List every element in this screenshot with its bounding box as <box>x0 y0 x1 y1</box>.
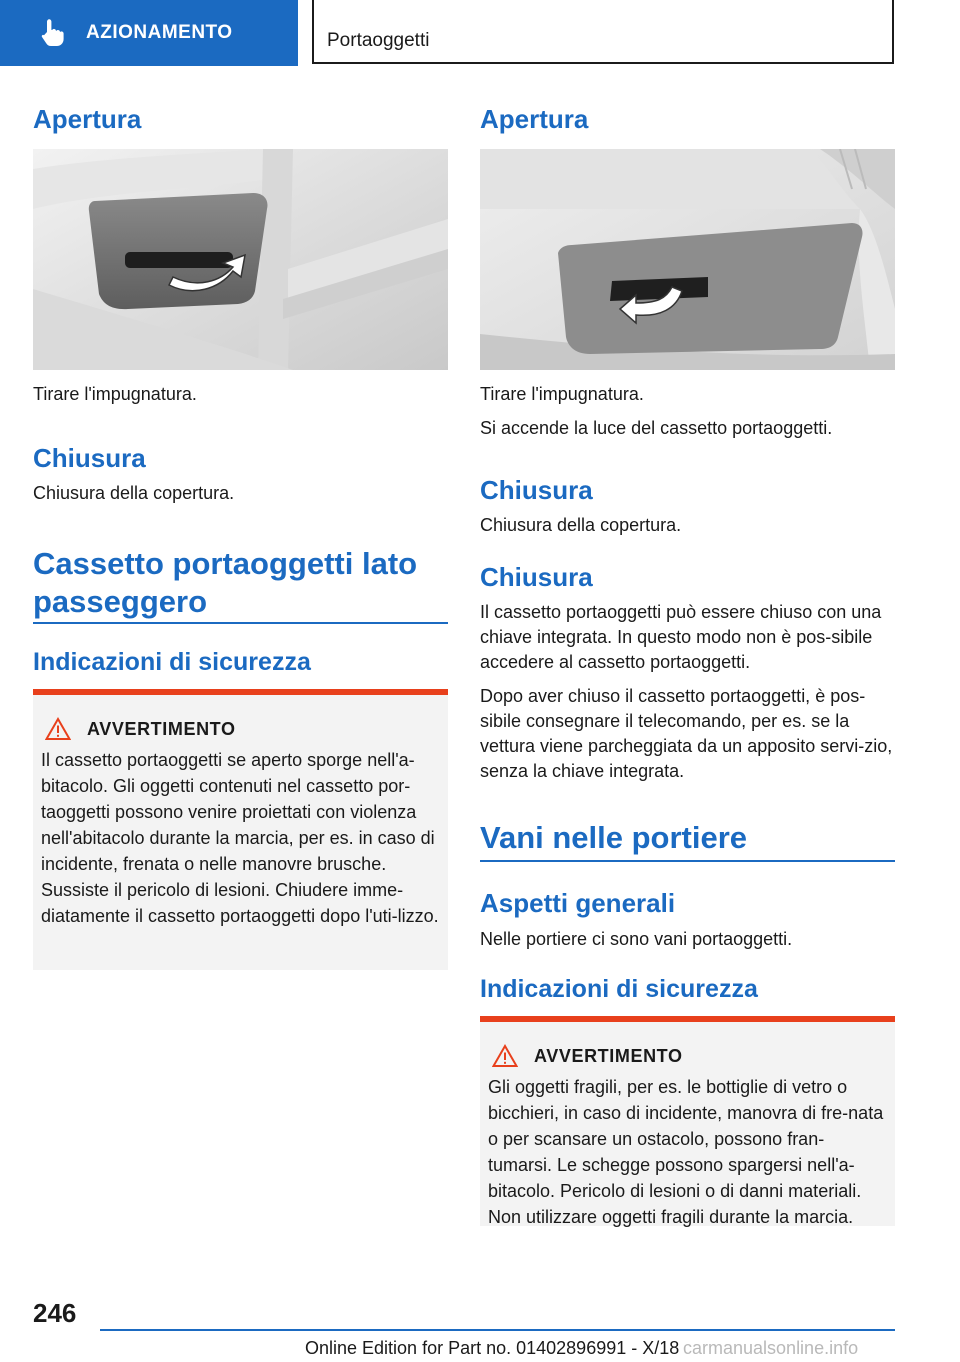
heading-general: Aspetti generali <box>480 888 676 918</box>
caption-opening-2: Si accende la luce del cassetto portaoggetti. <box>480 418 833 438</box>
chapter-title <box>33 545 463 621</box>
warning-box <box>33 689 448 970</box>
heading-opening: Apertura <box>480 104 589 134</box>
section-tab[interactable] <box>0 0 298 66</box>
heading-opening: Apertura <box>33 104 142 134</box>
warning-text: Il cassetto portaoggetti se aperto sporge nell'a-bitacolo. Gli oggetti contenuti nel cassetto por-taoggetti possono venire proiettati con violenza nell'abitacolo durante la marcia, per es. in caso di incidente, frenata o nelle manovre brusche. Sussiste il pericolo di lesioni. Chiudere imme-diatamente il cassetto portaoggetti dopo l'uti-lizzo. <box>41 750 439 926</box>
caption-opening: Tirare l'impugnatura. <box>33 384 197 404</box>
section-label: AZIONAMENTO <box>86 22 233 43</box>
page-title: Portaoggetti <box>327 30 430 51</box>
page-title-box <box>312 0 894 64</box>
chapter-title: Vani nelle portiere <box>480 820 748 855</box>
footer-edition: Online Edition for Part no. 01402896991 - X/18 <box>305 1338 680 1358</box>
footer-watermark[interactable]: carmanualsonline.info <box>683 1338 859 1358</box>
chapter-title-line-1: Cassetto portaoggetti lato <box>33 546 418 581</box>
chapter-rule <box>480 860 895 862</box>
caption-opening-1: Tirare l'impugnatura. <box>480 384 644 404</box>
heading-closing: Chiusura <box>33 443 146 473</box>
warning-triangle-icon <box>492 1044 518 1068</box>
warning-title: AVVERTIMENTO <box>87 718 236 739</box>
heading-safety: Indicazioni di sicurezza <box>480 975 758 1003</box>
warning-text: Gli oggetti fragili, per es. le bottiglie di vetro o bicchieri, in caso di incidente, manovra di fre-nata o per scansare un ostacolo, possono fran-tumarsi. Le schegge possono spargersi nell'a-bitacolo. Pericolo di lesioni o di danni materiali. Non utilizzare oggetti fragili durante la marcia. <box>488 1077 884 1227</box>
page-number: 246 <box>33 1298 77 1328</box>
text-general: Nelle portiere ci sono vani portaoggetti. <box>480 929 793 949</box>
chapter-title-line-2: passeggero <box>33 584 208 619</box>
warning-box <box>480 1016 895 1226</box>
text-closing: Chiusura della copertura. <box>480 515 682 535</box>
chapter-rule <box>33 622 448 624</box>
glovebox-right-illustration <box>480 149 895 370</box>
warning-triangle-icon <box>45 717 71 741</box>
text-locking-2: Dopo aver chiuso il cassetto portaoggetti, è pos-sibile consegnare il telecomando, per es. se la vettura viene parcheggiata da un apposito servi-zio, senza la chiave integrata. <box>480 686 893 781</box>
text-closing: Chiusura della copertura. <box>33 483 235 503</box>
heading-safety: Indicazioni di sicurezza <box>33 648 311 676</box>
hand-pointer-icon <box>38 18 66 48</box>
glovebox-left-illustration <box>33 149 448 370</box>
warning-title: AVVERTIMENTO <box>534 1045 683 1066</box>
heading-closing: Chiusura <box>480 475 593 505</box>
text-locking-1: Il cassetto portaoggetti può essere chiuso con una chiave integrata. In questo modo non è pos-sibile accedere al cassetto portaoggetti. <box>480 602 882 672</box>
heading-locking: Chiusura <box>480 562 593 592</box>
footer-rule <box>100 1329 895 1331</box>
